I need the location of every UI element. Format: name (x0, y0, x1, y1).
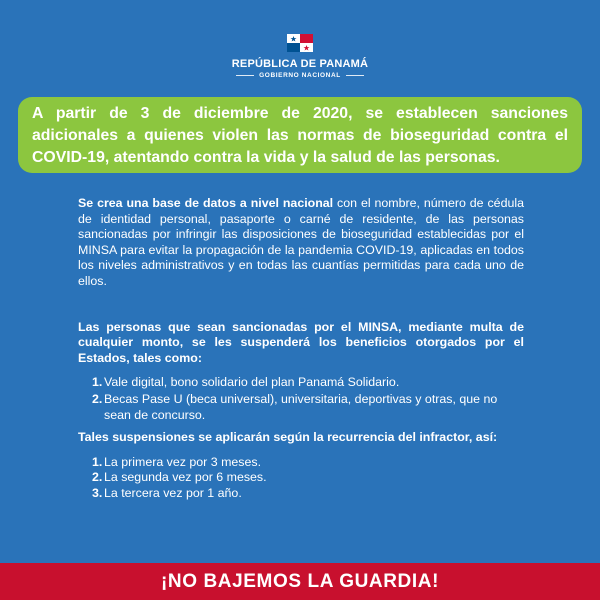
database-paragraph-text: con el nombre, número de cédula de identidad personal, pasaporte o carné de residente, de las personas sancionadas por infringir las disposiciones de bioseguridad establecidas por el MINSA para evitar la propagación de la pandemia COVID-19, aplicadas en todos los niveles administrativos y en todas las cuantías permitidas para cada uno de ellos. (78, 196, 525, 288)
list-number: 2. (92, 470, 103, 485)
list-item (92, 392, 524, 423)
list-text: Becas Pase U (beca universal), universitaria, deportivas y otras, que no sean de concurso. (104, 391, 498, 422)
sanctions-paragraph: Las personas que sean sancionadas por el MINSA, mediante multa de cualquier monto, se les suspenderá los beneficios otorgados por el Estados, tales como: (78, 319, 524, 365)
government-header (0, 34, 600, 79)
headline-box: A partir de 3 de diciembre de 2020, se establecen sanciones adicionales a quienes violen las normas de bioseguridad contra el COVID-19, atentando contra la vida y la salud de las personas. (18, 97, 582, 173)
panama-flag-icon (287, 34, 313, 52)
list-number: 2. (92, 391, 103, 406)
government-subtitle-row (236, 72, 364, 79)
list-item (92, 486, 524, 502)
database-paragraph-bold: Se crea una base de datos a nivel nacional (78, 196, 334, 210)
list-item (92, 375, 524, 391)
list-text: La segunda vez por 6 meses. (104, 470, 267, 485)
list-number: 1. (92, 375, 103, 390)
list-number: 1. (92, 454, 103, 469)
recurrence-heading: Tales suspensiones se aplicarán según la recurrencia del infractor, así: (78, 430, 498, 445)
list-item (92, 470, 524, 486)
list-text: Vale digital, bono solidario del plan Panamá Solidario. (104, 375, 400, 390)
list-number: 3. (92, 485, 103, 500)
republic-title: REPÚBLICA DE PANAMÁ (231, 58, 369, 70)
main-content (78, 196, 524, 502)
benefits-list (78, 375, 524, 423)
list-text: La tercera vez por 1 año. (104, 485, 242, 500)
list-text: La primera vez por 3 meses. (104, 454, 262, 469)
footer-banner: ¡NO BAJEMOS LA GUARDIA! (0, 563, 600, 600)
divider-line (236, 75, 254, 76)
list-item (92, 455, 524, 471)
government-subtitle: GOBIERNO NACIONAL (259, 72, 341, 79)
database-paragraph (78, 196, 524, 290)
recurrence-list (78, 455, 524, 502)
divider-line (346, 75, 364, 76)
